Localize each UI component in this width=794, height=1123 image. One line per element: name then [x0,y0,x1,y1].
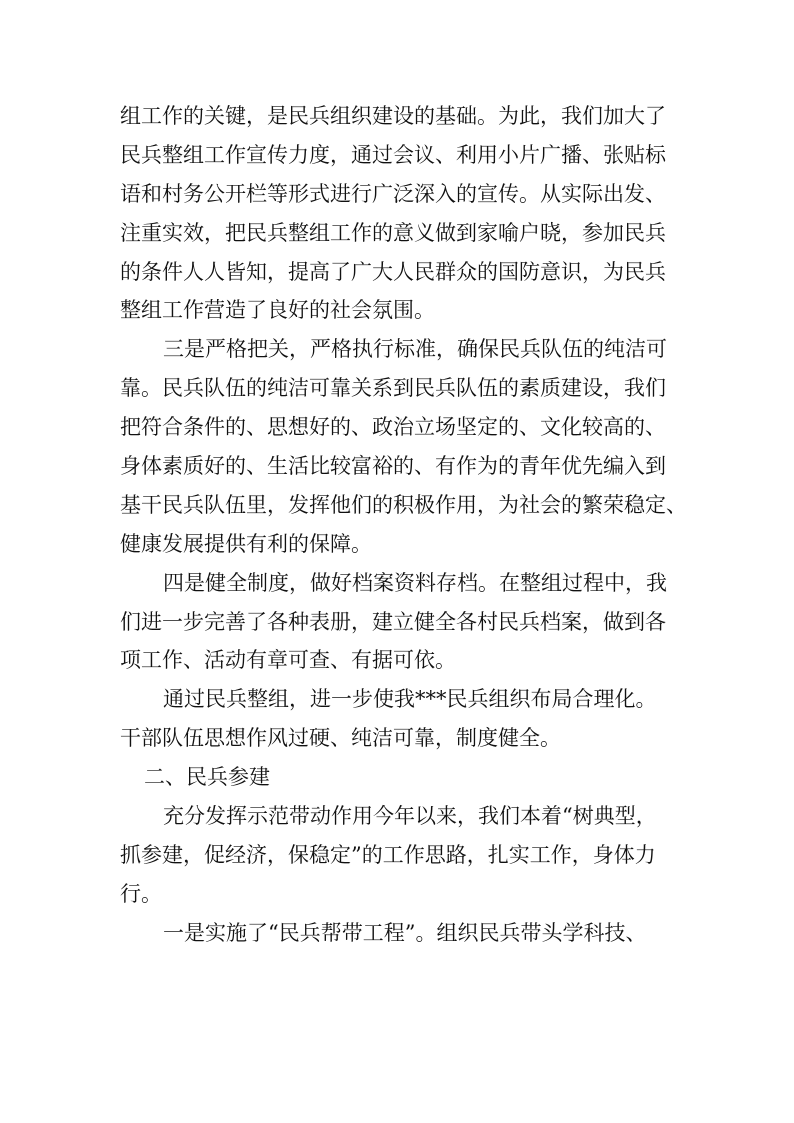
text-line: 身体素质好的、生活比较富裕的、有作为的青年优先编入到 [120,454,666,479]
paragraph-start-line: 一是实施了“民兵帮带工程”。组织民兵带头学科技、 [163,920,647,945]
text-line: 干部队伍思想作风过硬、纯洁可靠，制度健全。 [120,726,561,751]
text-line: 项工作、活动有章可查、有据可依。 [120,648,456,673]
section-heading: 二、民兵参建 [144,765,270,790]
text-line: 抓参建，促经济，保稳定”的工作思路，扎实工作，身体力 [120,842,656,867]
text-line: 健康发展提供有利的保障。 [120,531,372,556]
text-line: 行。 [120,881,162,906]
text-line: 靠。民兵队伍的纯洁可靠关系到民兵队伍的素质建设，我们 [120,376,666,401]
document-body [120,97,687,953]
text-line: 的条件人人皆知，提高了广大人民群众的国防意识，为民兵 [120,259,666,284]
text-line: 们进一步完善了各种表册，建立健全各村民兵档案，做到各 [120,609,666,634]
paragraph-start-line: 充分发挥示范带动作用今年以来，我们本着“树典型， [163,804,657,829]
text-line: 语和村务公开栏等形式进行广泛深入的宣传。从实际出发、 [120,181,666,206]
paragraph-start-line: 四是健全制度，做好档案资料存档。在整组过程中，我 [163,570,667,595]
text-line: 基干民兵队伍里，发挥他们的积极作用，为社会的繁荣稳定、 [120,492,687,517]
paragraph-start-line: 三是严格把关，严格执行标准，确保民兵队伍的纯洁可 [163,337,667,362]
text-line: 把符合条件的、思想好的、政治立场坚定的、文化较高的、 [120,415,666,440]
text-line: 组工作的关键，是民兵组织建设的基础。为此，我们加大了 [120,104,666,128]
text-line: 整组工作营造了良好的社会氛围。 [120,298,435,323]
paragraph-start-line: 通过民兵整组，进一步使我***民兵组织布局合理化。 [163,687,657,712]
text-line: 民兵整组工作宣传力度，通过会议、利用小片广播、张贴标 [120,142,666,167]
text-line: 注重实效，把民兵整组工作的意义做到家喻户晓，参加民兵 [120,220,666,245]
